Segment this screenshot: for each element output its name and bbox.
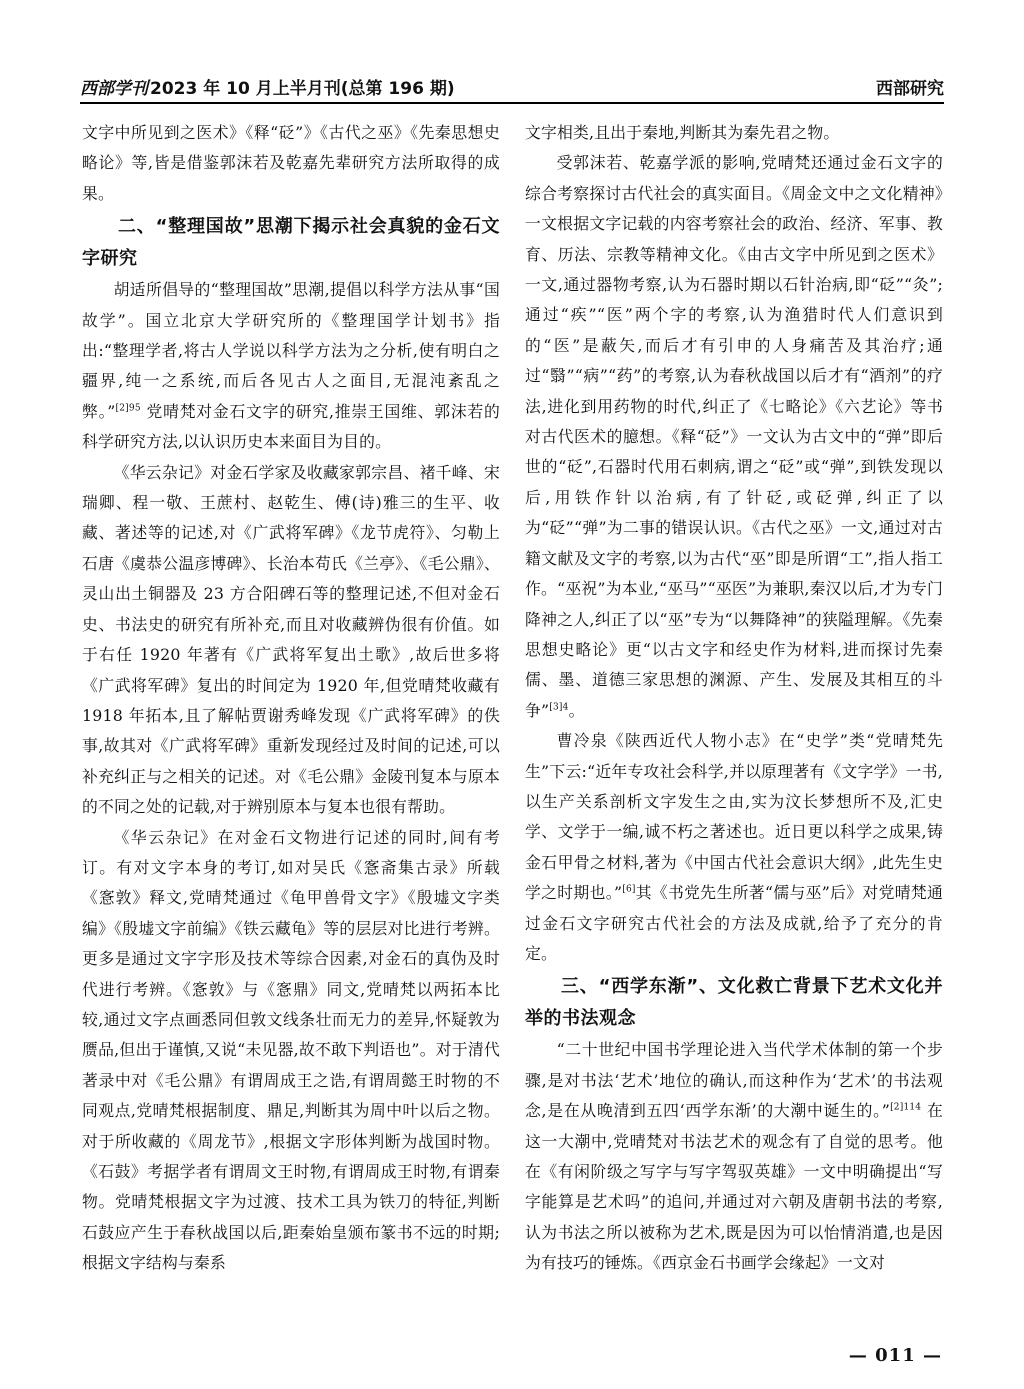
section-heading-2: 二、“整理国故”思潮下揭示社会真貌的金石文字研究 <box>82 216 500 270</box>
paragraph-text: “二十世纪中国书学理论进入当代学术体制的第一个步骤,是对书法‘艺术’地位的确认,而这种作为‘艺术’的书法观念,是在从晚清到五四‘西学东渐’的大潮中诞生的。” <box>525 1040 943 1121</box>
paragraph-text: 在这一大潮中,党晴梵对书法艺术的观念有了自觉的思考。他在《有闲阶级之写字与写字驾驭英雄》一文中明确提出“写字能算是艺术吗”的追问,并通过对六朝及唐朝书法的考察,认为书法之所以被称为艺术,既是因为可以怡情消遣,也是因为有技巧的锤炼。《西京金石书画学会缘起》一文对 <box>525 1101 943 1273</box>
left-column <box>82 118 500 1279</box>
header-left <box>80 74 455 99</box>
citation: [2]95 <box>115 403 141 414</box>
citation: [6] <box>622 884 636 895</box>
paragraph <box>82 275 500 457</box>
paragraph <box>525 1035 943 1278</box>
running-header <box>80 72 944 104</box>
paragraph: 《华云杂记》对金石学家及收藏家郭宗昌、褚千峰、宋瑞卿、程一敬、王蔗村、赵乾生、傅(诗)雅三的生平、收藏、著述等的记述,对《广武将军碑》《龙节虎符》、匀勒上石唐《虞恭公温彦博碑》、长治本苟氏《兰亭》、《毛公鼎》、灵山出土铜器及 23 方合阳碑石等的整理记述,不但对金石史、书法史的研究有所补充,而且对收藏辨伪很有价值。如于右任 1920 年著有《广武将军复出土歌》,故后世多将《广武将军碑》复出的时间定为 1920 年,但党晴梵收藏有 1918 年拓本,且了解帖贾谢秀峰发现《广武将军碑》的佚事,故其对《广武将军碑》重新发现经过及时间的记述,可以补充纠正与之相关的记述。对《毛公鼎》金陵刊复本与原本的不同之处的记载,对于辨别原本与复本也很有帮助。 <box>82 462 500 817</box>
section-heading-3: 三、“西学东渐”、文化救亡背景下艺术文化并举的书法观念 <box>525 976 943 1030</box>
right-column <box>525 118 943 1279</box>
paragraph <box>525 148 943 726</box>
citation: [2]114 <box>890 1102 922 1113</box>
paragraph-text: 其《书党先生所著“儒与巫”后》对党晴梵通过金石文字研究古代社会的方法及成就,给予了充分的肯定。 <box>525 883 943 963</box>
paragraph: 《华云杂记》在对金石文物进行记述的同时,间有考订。有对文字本身的考订,如对吴氏《愙斋集古录》所载《愙敦》释文,党晴梵通过《龟甲兽骨文字》《殷墟文字类编》《殷墟文字前编》《铁云藏龟》等的层层对比进行考辨。更多是通过文字字形及技术等综合因素,对金石的真伪及时代进行考辨。《愙敦》与《愙鼎》同文,党晴梵以两拓本比较,通过文字点画悉同但敦文线条壮而无力的差异,怀疑敦为赝品,但出于谨慎,又说“未见器,故不敢下判语也”。对于清代著录中对《毛公鼎》有谓周成王之诰,有谓周懿王时物的不同观点,党晴梵根据制度、鼎足,判断其为周中叶以后之物。对于所收藏的《周龙节》,根据文字形体判断为战国时物。《石鼓》考据学者有谓周文王时物,有谓周成王时物,有谓秦物。党晴梵根据文字为过渡、技术工具为铁刀的特征,判断石鼓应产生于春秋战国以后,距秦始皇颁布篆书不远的时期;根据文字结构与秦系 <box>82 827 500 1273</box>
journal-logo: 西部学刊 <box>80 79 148 99</box>
paragraph-text: 曹冷泉《陕西近代人物小志》在“史学”类“党晴梵先生”下云:“近年专攻社会科学,并以原理著有《文字学》一书,以生产关系剖析文字发生之由,实为汶长梦想所不及,汇史学、文学于一编,诚不朽之著述也。近日更以科学之成果,铸金石甲骨之材料,著为《中国古代社会意识大纲》,此先生史学之时期也。” <box>525 731 943 903</box>
paragraph <box>525 726 943 969</box>
issue-info: 2023 年 10 月上半月刊(总第 196 期) <box>150 79 455 99</box>
citation: [3]4 <box>549 702 569 713</box>
paragraph-text: 党晴梵对金石文字的研究,推崇王国维、郭沫若的科学研究方法,以认识历史本来面目为目的。 <box>82 401 500 452</box>
section-name: 西部研究 <box>876 79 944 99</box>
paragraph-text: 。 <box>568 700 585 720</box>
page-number: — 011 — <box>848 1345 942 1366</box>
paragraph-text: 胡适所倡导的“整理国故”思潮,提倡以科学方法从事“国故学”。国立北京大学研究所的《整理国学计划书》指出:“整理学者,将古人学说以科学方法为之分析,使有明白之疆界,纯一之系统,而后各见古人之面目,无混沌紊乱之弊。” <box>82 280 500 421</box>
paragraph: 文字相类,且出于秦地,判断其为秦先君之物。 <box>525 123 840 142</box>
paragraph: 文字中所见到之医术》《释“砭”》《古代之巫》《先秦思想史略论》等,皆是借鉴郭沫若及乾嘉先辈研究方法所取得的成果。 <box>82 123 500 203</box>
paragraph-text: 受郭沫若、乾嘉学派的影响,党晴梵还通过金石文字的综合考察探讨古代社会的真实面目。《周金文中之文化精神》一文根据文字记载的内容考察社会的政治、经济、军事、教育、历法、宗教等精神文化。《由古文字中所见到之医术》一文,通过器物考察,认为石器时期以石针治病,即“砭”“灸”;通过“疾”“医”两个字的考察,认为渔猎时代人们意识到的“医”是蔽矢,而后才有引申的人身痛苦及其治疗;通过“翳”“病”“药”的考察,认为春秋战国以后才有“酒剂”的疗法,进化到用药物的时代,纠正了《七略论》《六艺论》等书对古代医术的臆想。《释“砭”》一文认为古文中的“弹”即后世的“砭”,石器时代用石刺病,谓之“砭”或“弹”,到铁发现以后,用铁作针以治病,有了针砭,或砭弹,纠正了以为“砭”“弹”为二事的错误认识。《古代之巫》一文,通过对古籍文献及文字的考察,以为古代“巫”即是所谓“工”,指人指工作。“巫祝”为本业,“巫马”“巫医”为兼职,秦汉以后,才为专门降神之人,纠正了以“巫”专为“以舞降神”的狭隘理解。《先秦思想史略论》更“以古文字和经史作为材料,进而探讨先秦儒、墨、道德三家思想的渊源、产生、发展及其相互的斗争” <box>525 153 943 720</box>
